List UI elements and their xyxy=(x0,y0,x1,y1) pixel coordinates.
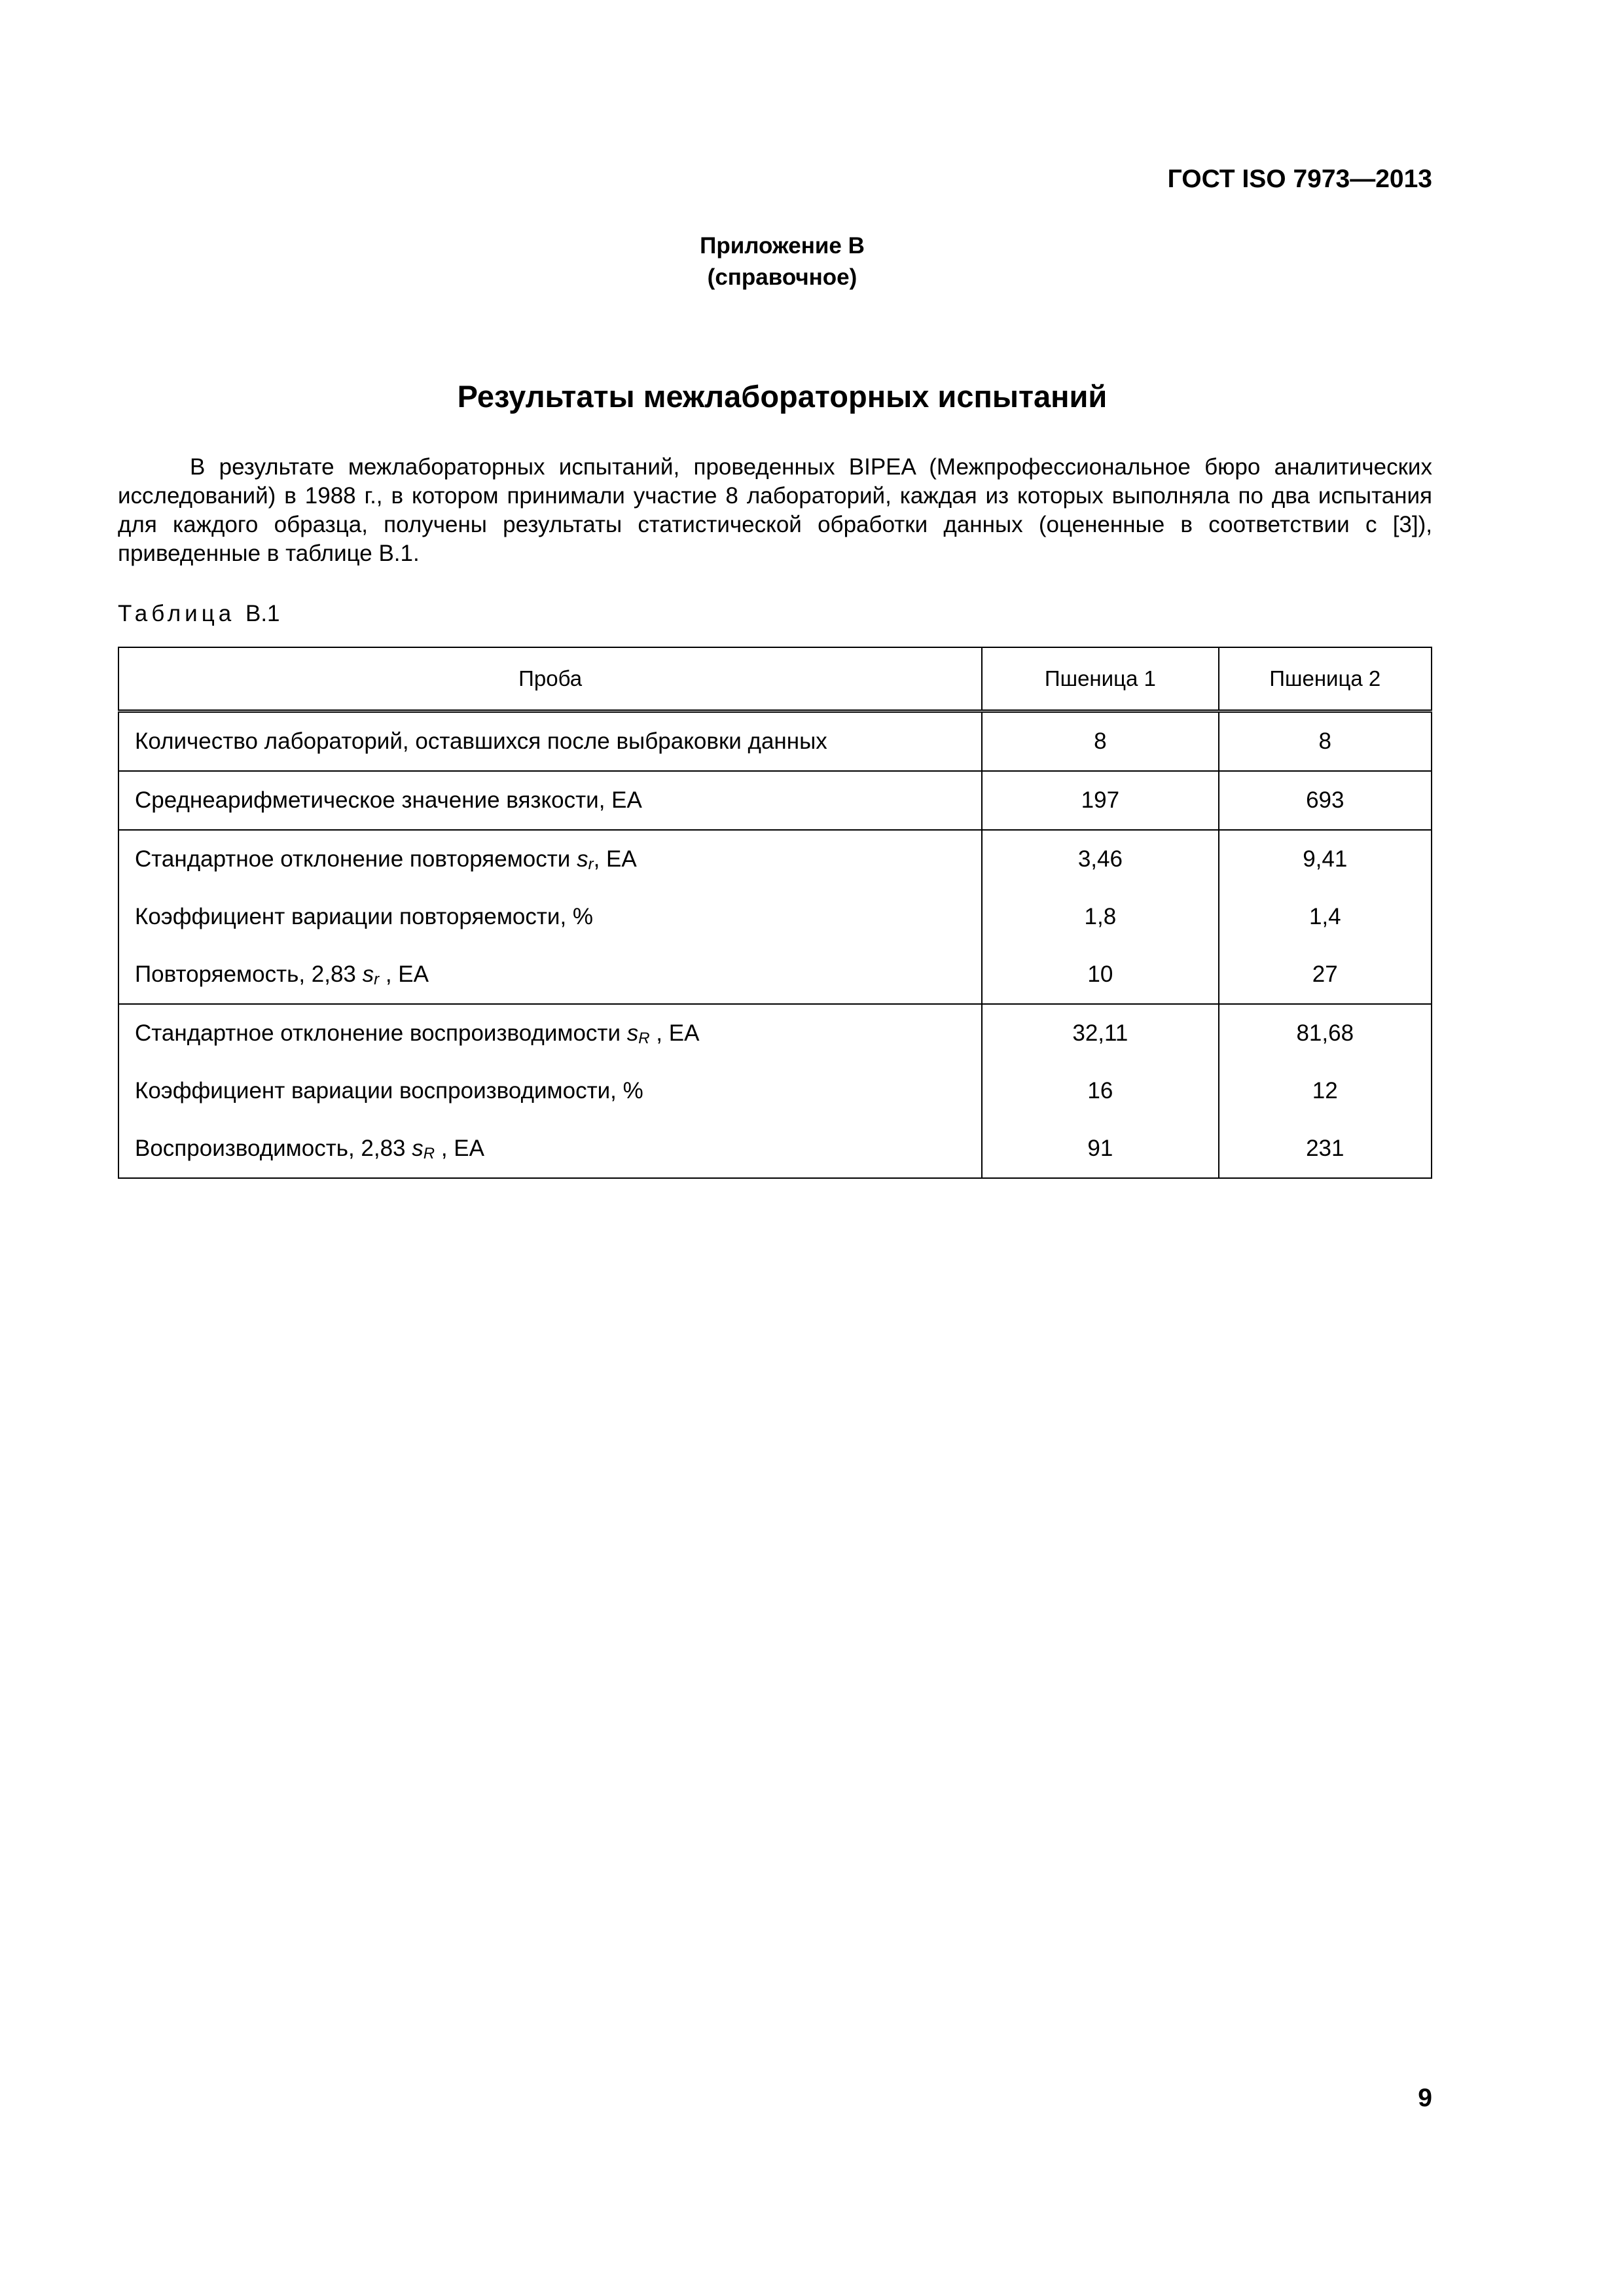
subscript-r: r xyxy=(374,971,380,988)
row-label-mean: Среднеарифметическое значение вязкости, ЕА xyxy=(135,787,642,813)
subscript-R: R xyxy=(638,1030,650,1047)
table-caption-word: Таблица xyxy=(118,601,236,626)
page-number: 9 xyxy=(1418,2084,1432,2112)
table-caption xyxy=(118,601,280,627)
table-header-row xyxy=(118,647,1432,711)
cell-value: 16 xyxy=(1087,1078,1113,1103)
cell-value: 1,4 xyxy=(1308,904,1341,929)
symbol-s: s xyxy=(362,961,374,987)
row-label-cv-r: Коэффициент вариации повторяемости, % xyxy=(135,904,594,929)
table-row-group-reproducibility xyxy=(118,1004,1432,1178)
table-row xyxy=(118,771,1432,830)
cell-value: 1,8 xyxy=(1084,904,1117,929)
row-label-r: Повторяемость, 2,83 sr , ЕА xyxy=(135,961,429,988)
cell-value: 10 xyxy=(1087,961,1113,987)
row-label-labs: Количество лабораторий, оставшихся после выбраковки данных xyxy=(135,728,827,754)
row-label-sr: Стандартное отклонение повторяемости sr, ЕА xyxy=(135,846,637,873)
header-sample: Проба xyxy=(118,647,982,711)
cell-value: 3,46 xyxy=(1077,846,1123,872)
row-label-cv-R: Коэффициент вариации воспроизводимости, % xyxy=(135,1078,643,1103)
cell-value: 91 xyxy=(1087,1136,1113,1161)
subscript-R: R xyxy=(423,1145,435,1162)
results-table xyxy=(118,647,1432,1179)
cell-value: 81,68 xyxy=(1296,1020,1354,1046)
cell-value: 231 xyxy=(1306,1136,1344,1161)
header-wheat-2: Пшеница 2 xyxy=(1219,647,1432,711)
row-label-R: Воспроизводимость, 2,83 sR , ЕА xyxy=(135,1136,484,1162)
cell-value: 27 xyxy=(1312,961,1338,987)
cell-value: 8 xyxy=(1318,728,1331,754)
symbol-s: s xyxy=(577,846,588,872)
subscript-r: r xyxy=(588,855,594,873)
symbol-s: s xyxy=(412,1136,424,1161)
table-row xyxy=(118,711,1432,772)
table-row-group-repeatability xyxy=(118,830,1432,1004)
intro-paragraph: В результате межлабораторных испытаний, проведенных BIPEA (Межпрофессиональное бюро аналитических исследований) в 1988 г., в котором принимали участие 8 лабораторий, каждая из которых выполняла по два испытания для каждого образца, получены результаты статистической обработки данных (оцененные в соответствии с [3]), приведенные в таблице В.1. xyxy=(118,454,1432,566)
cell-value: 32,11 xyxy=(1072,1020,1128,1046)
standard-code: ГОСТ ISO 7973—2013 xyxy=(1167,165,1432,193)
section-title: Результаты межлабораторных испытаний xyxy=(457,379,1108,414)
cell-value: 197 xyxy=(1081,787,1120,813)
cell-value: 693 xyxy=(1306,787,1344,813)
header-wheat-1: Пшеница 1 xyxy=(982,647,1218,711)
annex-heading xyxy=(0,230,1564,293)
annex-status: (справочное) xyxy=(707,264,857,290)
table-caption-number: В.1 xyxy=(245,601,280,626)
symbol-s: s xyxy=(626,1020,639,1046)
cell-value: 9,41 xyxy=(1303,846,1348,872)
cell-value: 12 xyxy=(1312,1078,1338,1103)
row-label-sR: Стандартное отклонение воспроизводимости sR , ЕА xyxy=(135,1020,700,1047)
cell-value: 8 xyxy=(1094,728,1107,754)
annex-title: Приложение В xyxy=(700,233,865,259)
